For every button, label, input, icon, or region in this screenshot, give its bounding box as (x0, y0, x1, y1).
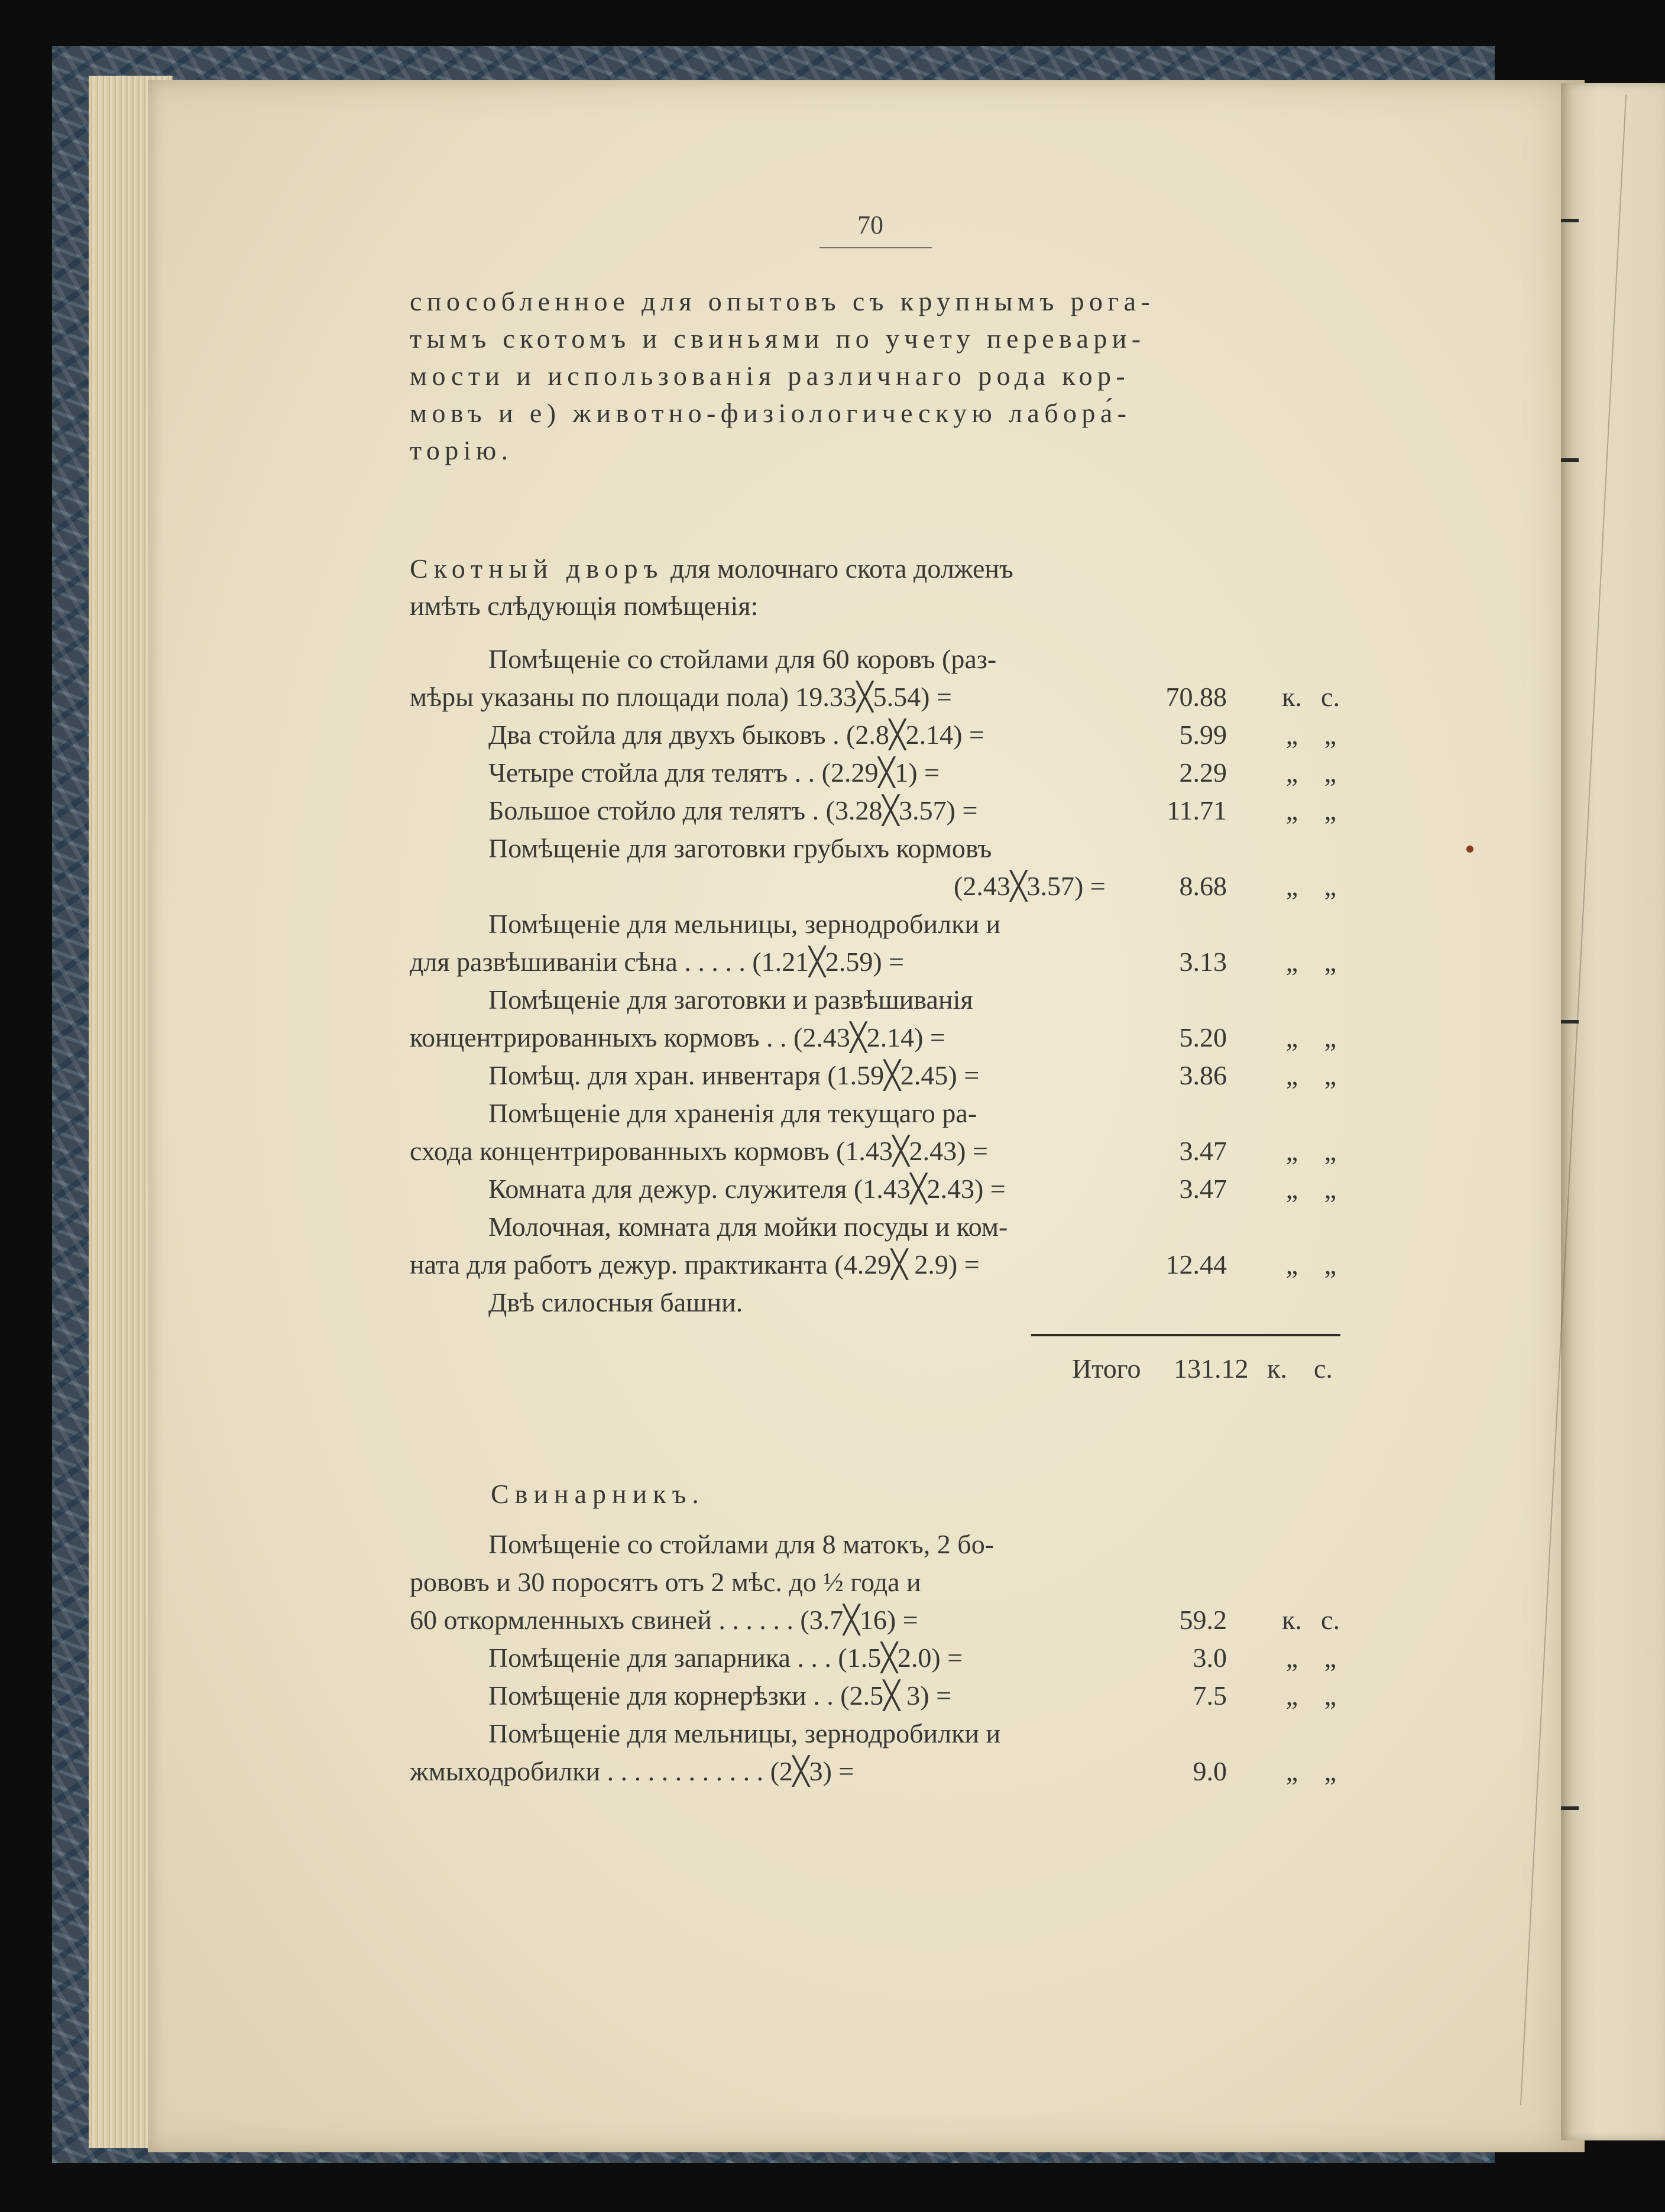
item-row (0, 1677, 1665, 1714)
item-row (0, 1753, 1665, 1790)
item-value: 2.29 (1179, 757, 1227, 788)
item-unit-2: „ (1324, 1756, 1337, 1786)
item-text: Помѣщ. для хран. инвентаря (1.59╳2.45) = (488, 1060, 980, 1090)
item-text: Два стойла для двухъ быковъ . (2.8╳2.14) = (488, 720, 984, 750)
item-unit-1: „ (1285, 795, 1298, 825)
item-text: Помѣщеніе для запарника . . . (1.5╳2.0) = (488, 1643, 963, 1673)
section-heading-pigsty: Свинарникъ. (491, 1479, 705, 1509)
item-text: жмыходробилки . . . . . . . . . . . . (2╳3) = (410, 1756, 854, 1786)
item-text: (2.43╳3.57) = (954, 871, 1106, 901)
item-unit-1: „ (1285, 1249, 1298, 1280)
item-text: концентрированныхъ кормовъ . . (2.43╳2.14) = (410, 1022, 945, 1052)
item-row (0, 867, 1665, 905)
item-text: Помѣщеніе для храненія для текущаго ра- (488, 1098, 977, 1128)
item-row (0, 1639, 1665, 1676)
item-unit-1: к. (1282, 682, 1302, 712)
total-rule (1031, 1334, 1340, 1336)
item-unit-2: „ (1324, 1680, 1337, 1711)
item-row (0, 1715, 1665, 1752)
heading-spaced: Скотный дворъ (410, 553, 664, 584)
item-unit-1: „ (1285, 871, 1298, 901)
intro-line: торію. (410, 435, 513, 465)
item-unit-1: к. (1282, 1605, 1302, 1635)
item-text: Помѣщеніе для мельницы, зернодробилки и (488, 1718, 1001, 1748)
item-value: 5.99 (1179, 720, 1227, 750)
item-text: рововъ и 30 поросятъ отъ 2 мѣс. до ½ года и (410, 1567, 921, 1597)
item-text: Большое стойло для телятъ . (3.28╳3.57) = (488, 795, 978, 825)
intro-line: мости и использованія различнаго рода кор- (410, 361, 1130, 391)
page-number: 70 (857, 210, 883, 239)
item-value: 3.0 (1193, 1643, 1227, 1673)
item-value: 7.5 (1193, 1680, 1227, 1711)
item-unit-2: „ (1324, 871, 1337, 901)
item-row (0, 754, 1665, 791)
item-unit-1: „ (1285, 1643, 1298, 1673)
intro-line: способленное для опытовъ съ крупнымъ рога- (410, 286, 1155, 316)
item-value: 3.47 (1179, 1136, 1227, 1166)
item-value: 59.2 (1179, 1605, 1227, 1635)
total-row (0, 1350, 1665, 1387)
item-row (0, 1057, 1665, 1094)
item-unit-2: с. (1321, 682, 1340, 712)
page-marker (1561, 1806, 1579, 1810)
intro-paragraph (410, 283, 1155, 469)
item-text: Комната для дежур. служителя (1.43╳2.43) = (488, 1174, 1006, 1204)
item-text: 60 откормленныхъ свиней . . . . . . (3.7╳16) = (410, 1605, 918, 1635)
item-value: 5.20 (1179, 1022, 1227, 1052)
page-marker (1561, 458, 1579, 462)
item-text: Четыре стойла для телятъ . . (2.29╳1) = (488, 757, 940, 788)
item-unit-2: „ (1324, 1136, 1337, 1166)
item-unit-2: „ (1324, 947, 1337, 977)
item-unit-1: „ (1285, 1136, 1298, 1166)
item-value: 11.71 (1167, 795, 1227, 825)
item-row (0, 1284, 1665, 1321)
item-row (0, 1601, 1665, 1638)
item-text: ната для работъ дежур. практиканта (4.29╳ 2.9) = (410, 1249, 980, 1280)
item-value: 3.47 (1179, 1174, 1227, 1204)
item-unit-1: „ (1285, 1680, 1298, 1711)
item-unit-2: „ (1324, 757, 1337, 788)
item-unit-2: „ (1324, 720, 1337, 750)
item-row (0, 1208, 1665, 1245)
item-value: 3.86 (1179, 1060, 1227, 1090)
item-text: для развѣшиваніи сѣна . . . . . (1.21╳2.59) = (410, 947, 905, 977)
item-row (0, 1563, 1665, 1601)
item-text: Двѣ силосныя башни. (488, 1287, 743, 1317)
item-row (0, 1132, 1665, 1170)
item-value: 9.0 (1193, 1756, 1227, 1786)
item-text: Помѣщеніе для заготовки и развѣшиванія (488, 984, 973, 1015)
item-unit-1: „ (1285, 1174, 1298, 1204)
item-unit-2: „ (1324, 1643, 1337, 1673)
item-row (0, 1019, 1665, 1056)
item-row (0, 1526, 1665, 1563)
item-unit-1: „ (1285, 1756, 1298, 1786)
item-row (0, 1246, 1665, 1283)
heading-line2: имѣть слѣдующія помѣщенія: (410, 591, 759, 621)
item-unit-1: „ (1285, 1022, 1298, 1052)
item-value: 12.44 (1165, 1249, 1227, 1280)
item-text: Помѣщеніе для мельницы, зернодробилки и (488, 909, 1001, 939)
item-unit-1: „ (1285, 1060, 1298, 1090)
intro-line: тымъ скотомъ и свиньями по учету перевари- (410, 323, 1146, 354)
item-row (0, 1170, 1665, 1207)
item-value: 3.13 (1179, 947, 1227, 977)
page-marker (1561, 219, 1579, 222)
item-text: Помѣщеніе со стойлами для 60 коровъ (раз- (488, 644, 997, 674)
item-value: 8.68 (1179, 871, 1227, 901)
item-unit-1: „ (1285, 757, 1298, 788)
heading-rest: для молочнаго скота долженъ (663, 553, 1013, 584)
item-text: Помѣщеніе со стойлами для 8 матокъ, 2 бо- (488, 1529, 995, 1559)
item-text: Молочная, комната для мойки посуды и ком- (488, 1212, 1008, 1242)
item-unit-2: „ (1324, 1022, 1337, 1052)
item-unit-2: „ (1324, 1249, 1337, 1280)
item-text: схода концентрированныхъ кормовъ (1.43╳2.43) = (410, 1136, 988, 1166)
item-value: 70.88 (1165, 682, 1227, 712)
item-unit-2: „ (1324, 1174, 1337, 1204)
item-unit-2: „ (1324, 1060, 1337, 1090)
item-row (0, 716, 1665, 753)
item-row (0, 905, 1665, 943)
item-row (0, 830, 1665, 867)
item-text: Помѣщеніе для корнерѣзки . . (2.5╳ 3) = (488, 1680, 952, 1711)
item-unit-1: „ (1285, 947, 1298, 977)
item-row (0, 640, 1665, 678)
item-row (0, 792, 1665, 829)
item-unit-1: „ (1285, 720, 1298, 750)
section-heading-cattle (410, 550, 1013, 624)
page-number-rule (819, 247, 932, 248)
item-row (0, 678, 1665, 715)
total-value: 131.12 (1174, 1353, 1249, 1384)
item-text: мѣры указаны по площади пола) 19.33╳5.54) = (410, 682, 952, 712)
total-unit-2: с. (1314, 1353, 1333, 1384)
item-unit-2: „ (1324, 795, 1337, 825)
item-unit-2: с. (1321, 1605, 1340, 1635)
intro-line: мовъ и е) животно-физіологическую лабора́- (410, 398, 1132, 428)
total-unit-1: к. (1267, 1353, 1287, 1384)
item-row (0, 981, 1665, 1018)
item-row (0, 1094, 1665, 1132)
item-row (0, 943, 1665, 980)
item-text: Помѣщеніе для заготовки грубыхъ кормовъ (488, 833, 992, 863)
total-label: Итого (1072, 1353, 1141, 1384)
